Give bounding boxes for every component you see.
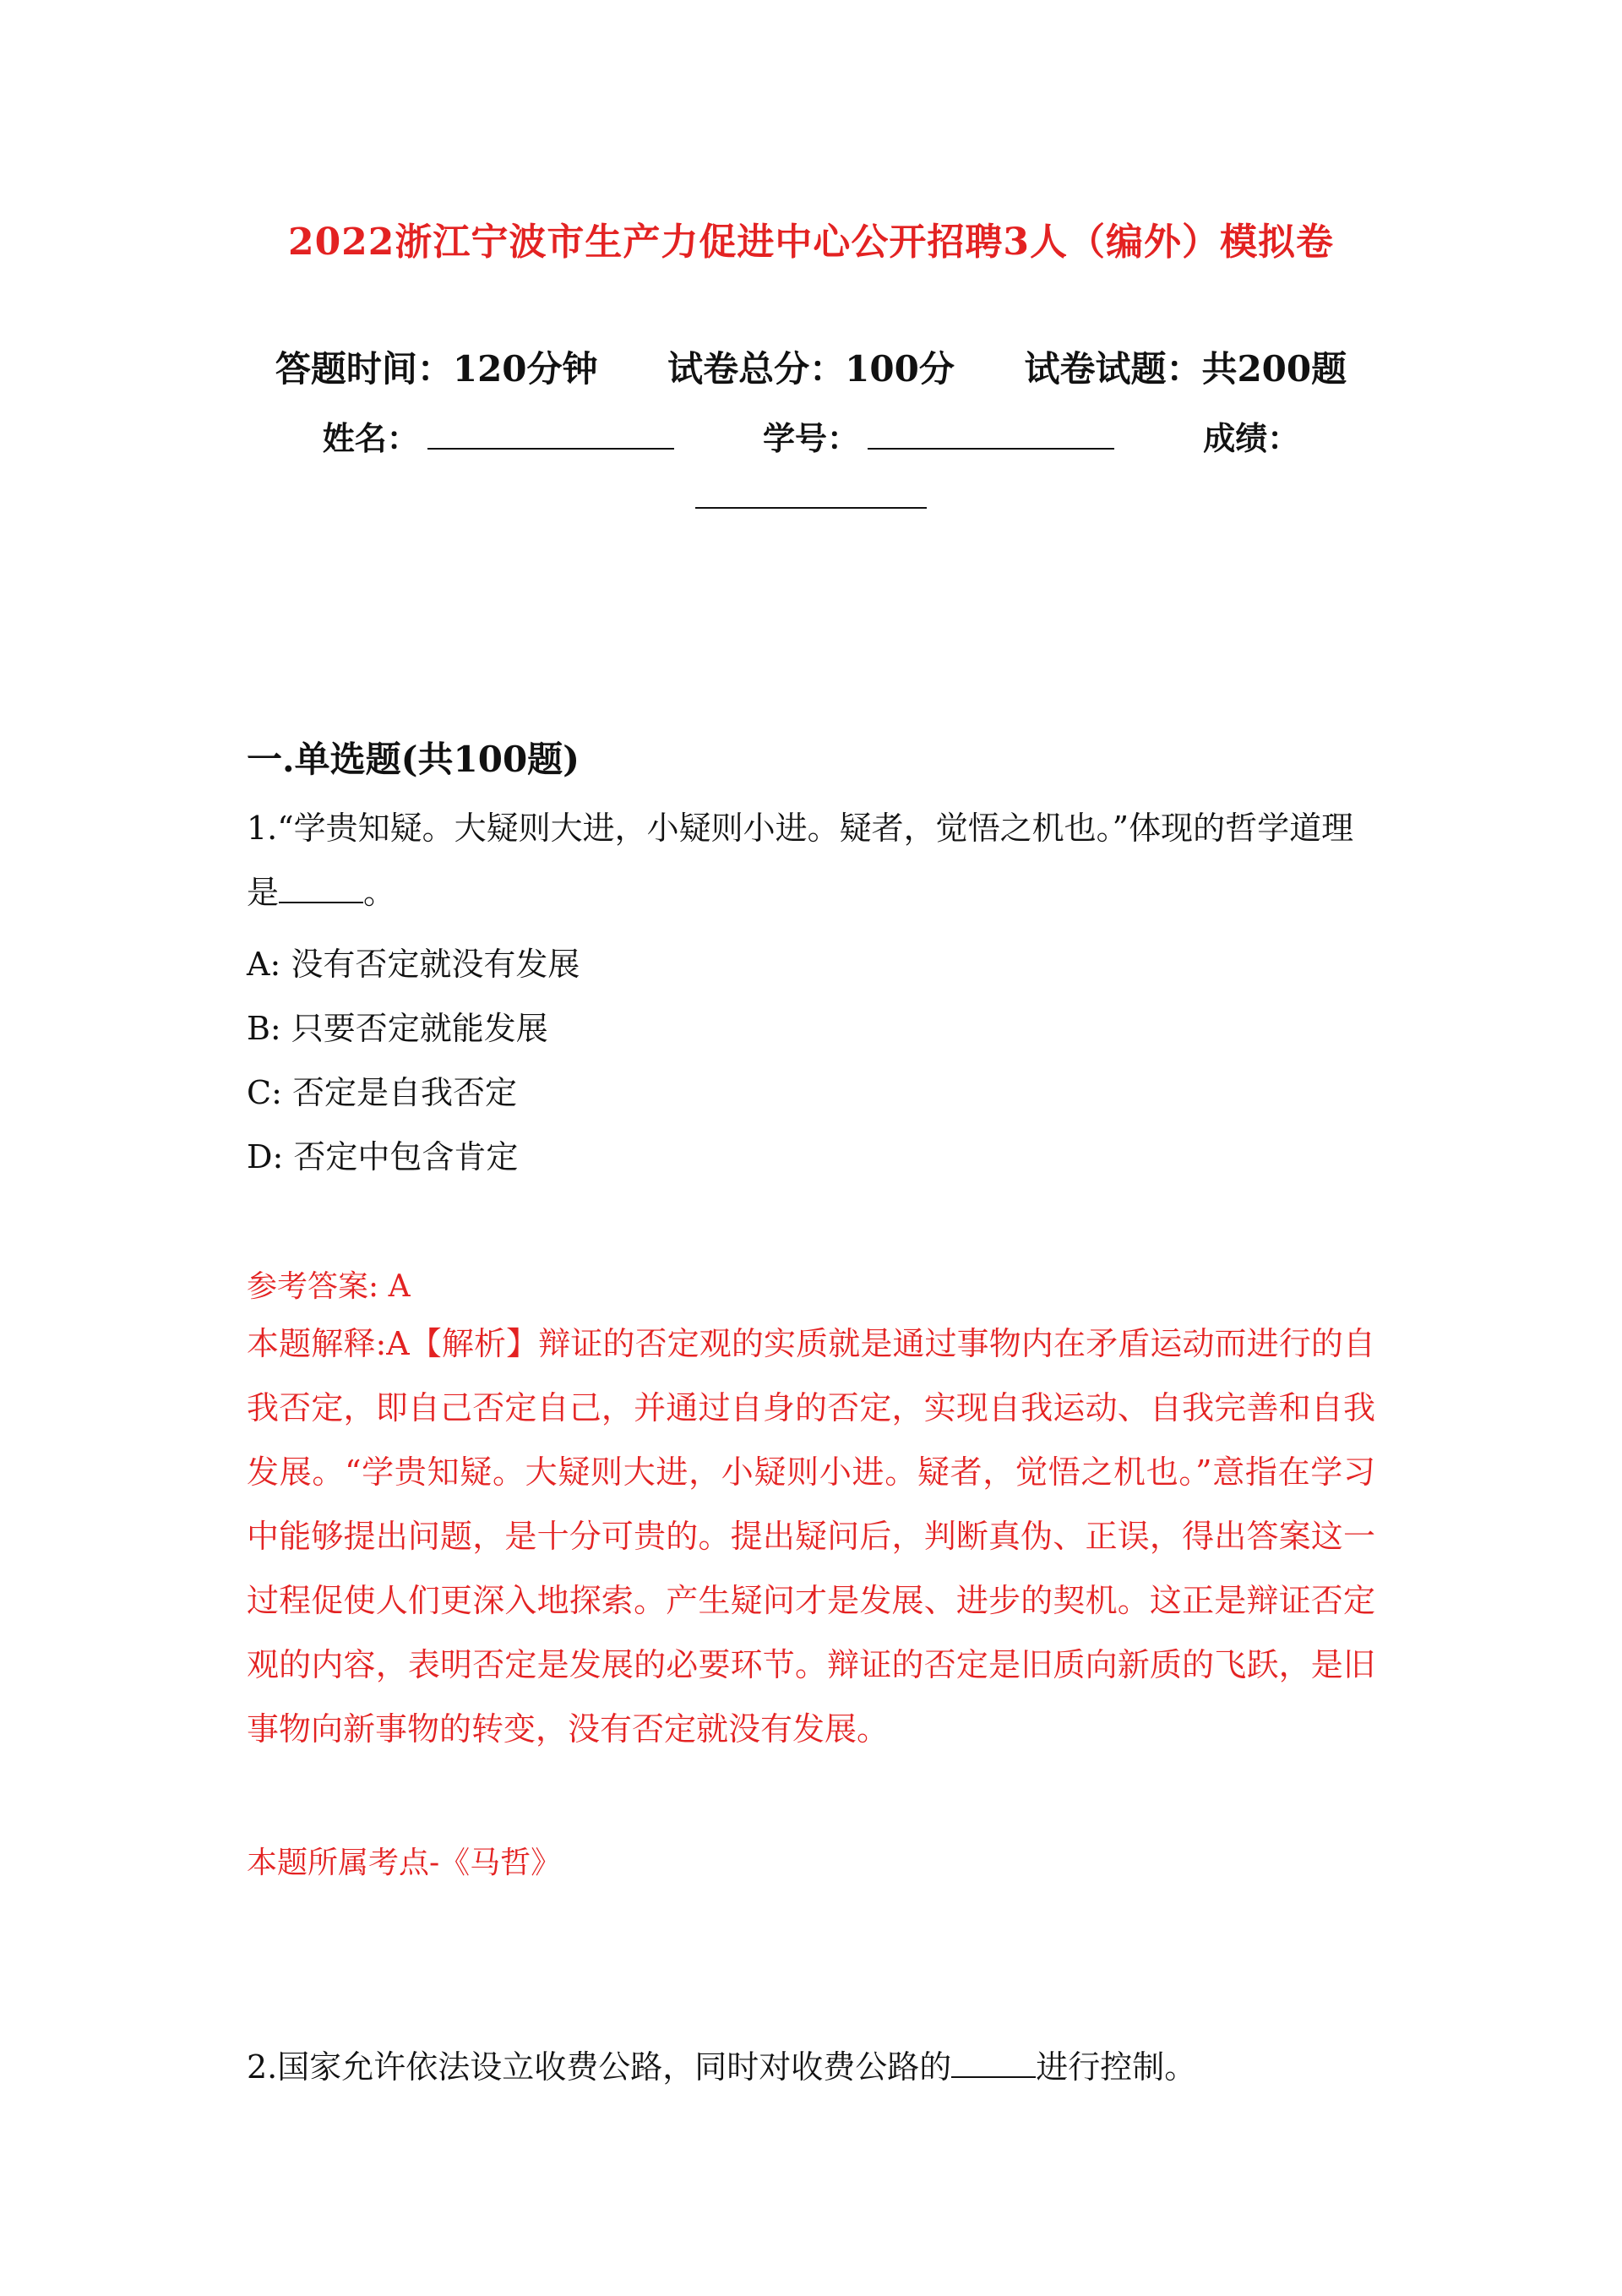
option-c: C: 否定是自我否定	[247, 1074, 517, 1111]
student-fields	[0, 412, 1622, 459]
score-label: 成绩：	[1203, 419, 1300, 457]
id-field	[763, 412, 1114, 459]
score-blank	[695, 482, 927, 509]
id-blank	[868, 423, 1114, 450]
question-1-end: 。	[363, 874, 396, 911]
exam-meta	[0, 341, 1622, 392]
exam-total-score: 试卷总分：100分	[667, 348, 955, 390]
answer-explanation: 本题解释:A【解析】辩证的否定观的实质就是通过事物内在矛盾运动而进行的自我否定，即自己否定自己，并通过自身的否定，实现自我运动、自我完善和自我发展。“学贵知疑。大疑则大进，小疑则小进。疑者，觉悟之机也。”意指在学习中能够提出问题，是十分可贵的。提出疑问后，判断真伪、正误，得出答案这一过程促使人们更深入地探索。产生疑问才是发展、进步的契机。这正是辩证否定观的内容，表明否定是发展的必要环节。辩证的否定是旧质向新质的飞跃，是旧事物向新事物的转变，没有否定就没有发展。	[247, 1325, 1375, 1748]
question-1-text: 1.“学贵知疑。大疑则大进，小疑则小进。疑者，觉悟之机也。”体现的哲学道理是	[247, 810, 1354, 911]
option-d: D: 否定中包含肯定	[247, 1138, 519, 1175]
question-2-text: 2.国家允许依法设立收费公路，同时对收费公路的	[247, 2048, 952, 2086]
answer-blank	[279, 876, 363, 903]
exam-time: 答题时间：120分钟	[275, 348, 598, 390]
reference-answer: 参考答案: A	[247, 1269, 411, 1304]
id-label: 学号：	[762, 419, 859, 457]
question-2-stem	[247, 2035, 1375, 2099]
question-1-stem	[247, 796, 1375, 924]
question-2-end: 进行控制。	[1036, 2048, 1197, 2086]
name-blank	[427, 423, 674, 450]
document-title: 2022浙江宁波市生产力促进中心公开招聘3人（编外）模拟卷	[287, 221, 1335, 264]
option-b: B: 只要否定就能发展	[247, 1010, 548, 1047]
score-field	[1203, 412, 1299, 459]
name-field	[323, 412, 674, 459]
name-label: 姓名：	[322, 419, 419, 457]
exam-question-count: 试卷试题：共200题	[1024, 348, 1347, 390]
score-blank-row	[0, 482, 1622, 512]
section-title: 一.单选题(共100题)	[247, 739, 580, 780]
topic-tag: 本题所属考点-《马哲》	[247, 1846, 562, 1880]
answer-blank	[951, 2051, 1036, 2078]
option-a: A: 没有否定就没有发展	[247, 946, 580, 983]
